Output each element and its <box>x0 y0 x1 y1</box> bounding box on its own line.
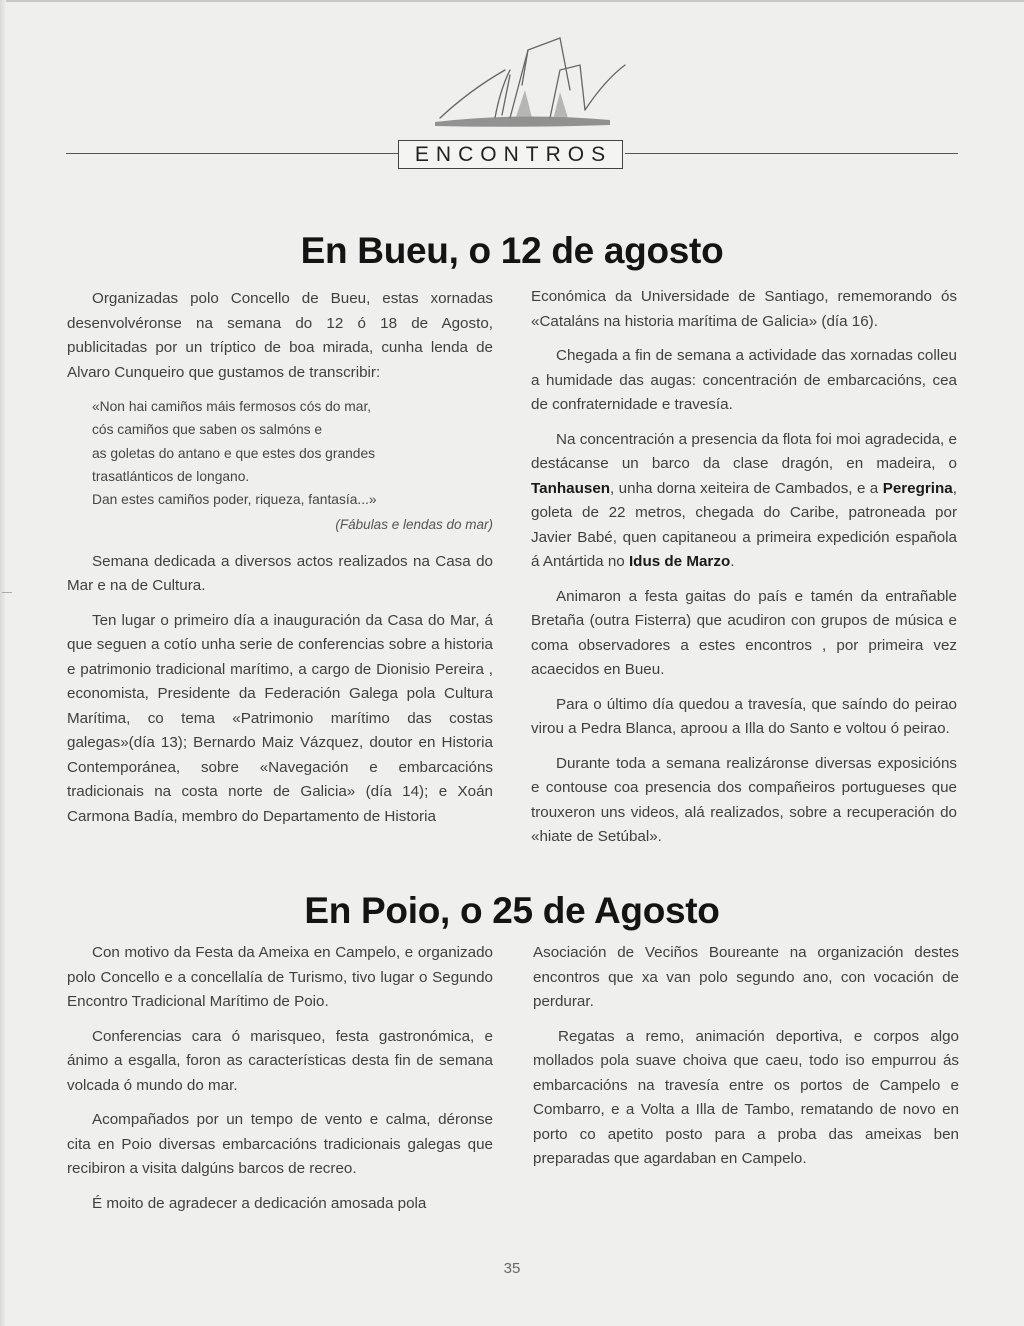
text-run: , goleta de 22 metros, chegada do Caribe, patroneada por Javier Babé, quen capitaneou a primeira expedición española á Antártida no <box>531 479 957 570</box>
page-top-edge <box>0 0 1024 2</box>
poem-quote <box>92 395 493 511</box>
page-number: 35 <box>503 1260 521 1277</box>
header-rule-right <box>625 153 958 154</box>
paragraph-intro: Organizadas polo Concello de Bueu, estas xornadas desenvolvéronse na semana do 12 ó 18 de Agosto, publicitadas por un tríptico de boa mirada, cunha lenda de Alvaro Cunqueiro que gustamos de transcribir: <box>67 290 493 381</box>
ship-name-peregrina: Peregrina <box>882 479 953 497</box>
poem-line: «Non hai camiños máis fermosos cós do mar, <box>92 399 372 414</box>
sailing-ship-icon <box>410 30 630 130</box>
paragraph-continuation: Asociación de Veciños Boureante na organización destes encontros que xa van polo segundo ano, con vocación de perdurar. <box>533 944 959 1010</box>
section-label: ENCONTROS <box>398 140 623 169</box>
poem-line: trasatlánticos de longano. <box>92 468 250 484</box>
paragraph-acompanados: Acompañados por un tempo de vento e calma, déronse cita en Poio diversas embarcacións tradicionais galegas que recibiron a visita dalgúns barcos de recreo. <box>67 1111 493 1177</box>
article-bueu-column-2 <box>531 285 957 860</box>
paragraph-conferencias: Conferencias cara ó marisqueo, festa gastronómica, e ánimo a esgalla, foron as características desta fin de semana volcada ó mundo do mar. <box>67 1027 493 1094</box>
header-rule-left <box>66 153 398 154</box>
article-poio-column-1 <box>67 941 493 1226</box>
paragraph-motivo: Con motivo da Festa da Ameixa en Campelo, e organizado polo Concello e a concellalía de Turismo, tivo lugar o Segundo Encontro Tradicional Marítimo de Poio. <box>67 944 493 1010</box>
poem-line: as goletas do antano e que estes dos grandes <box>92 445 376 461</box>
paragraph-ultimo: Para o último día quedou a travesía, que saíndo do peirao virou a Pedra Blanca, aproou a Illa do Santo e voltou ó peirao. <box>531 695 957 737</box>
paragraph-chegada: Chegada a fin de semana a actividade das xornadas colleu a humidade das augas: concentración de embarcacións, cea de confraternidade e travesía. <box>531 347 957 413</box>
scan-mark <box>2 592 12 593</box>
paragraph-continuation: Económica da Universidade de Santiago, rememorando ós «Cataláns na historia marítima de Galicia» (día 16). <box>531 288 957 330</box>
article-poio-column-2 <box>533 941 959 1182</box>
paragraph-durante: Durante toda a semana realizáronse diversas exposicións e contouse coa presencia dos compañeiros portugueses que trouxeron uns videos, alá realizados, sobre a recuperación do «hiate de Setúbal». <box>531 754 957 845</box>
article-bueu-column-1 <box>67 287 493 839</box>
paragraph-semana: Semana dedicada a diversos actos realizados na Casa do Mar e na de Cultura. <box>67 552 493 595</box>
article-title-poio: En Poio, o 25 de Agosto <box>304 890 720 931</box>
text-run: Na concentración a presencia da flota foi moi agradecida, e destácanse un barco da clase dragón, en madeira, o <box>531 430 957 472</box>
page-gutter-shadow <box>0 0 6 1326</box>
poem-line: Dan estes camiños poder, riqueza, fantasía...» <box>92 492 377 508</box>
paragraph-ten-lugar: Ten lugar o primeiro día a inauguración da Casa do Mar, á que seguen a cotío unha serie de conferencias sobre a historia e patrimonio tradicional marítimo, a cargo de Dionisio Pereira , economista, Presidente da Federación Galega pola Cultura Marítima, co tema «Patrimonio marítimo das costas galegas»(día 13); Bernardo Maiz Vázquez, doutor en Historia Contemporánea, sobre «Navegación e embarcacións tradicionais na costa norte de Galicia» (día 14); e Xoán Carmona Badía, membro do Departamento de Historia <box>67 611 493 825</box>
paragraph-regatas: Regatas a remo, animación deportiva, e corpos algo mollados pola suave choiva que caeu, todo iso empurrou ás embarcacións na travesía entre os portos de Campelo e Combarro, e a Volta a Illa de Tambo, rematando de novo en porto co apetito posto para a proba das ameixas ben preparadas que agardaban en Campelo. <box>533 1027 959 1167</box>
ship-name-tanhausen: Tanhausen <box>531 479 611 497</box>
poem-source: (Fábulas e lendas do mar) <box>335 517 493 533</box>
article-title-bueu: En Bueu, o 12 de agosto <box>300 230 724 271</box>
text-run: . <box>730 553 735 570</box>
ship-name-idus-de-marzo: Idus de Marzo <box>628 553 731 570</box>
poem-line: cós camiños que saben os salmóns e <box>92 422 323 438</box>
paragraph-concentracion <box>531 428 957 575</box>
paragraph-animaron: Animaron a festa gaitas do país e tamén da entrañable Bretaña (outra Fisterra) que acudiron con grupos de música e coma observadores a estes encontros , por primeira vez acaecidos en Bueu. <box>531 587 957 678</box>
paragraph-moito: É moito de agradecer a dedicación amosada pola <box>92 1194 427 1212</box>
text-run: , unha dorna xeiteira de Cambados, e a <box>610 479 883 497</box>
